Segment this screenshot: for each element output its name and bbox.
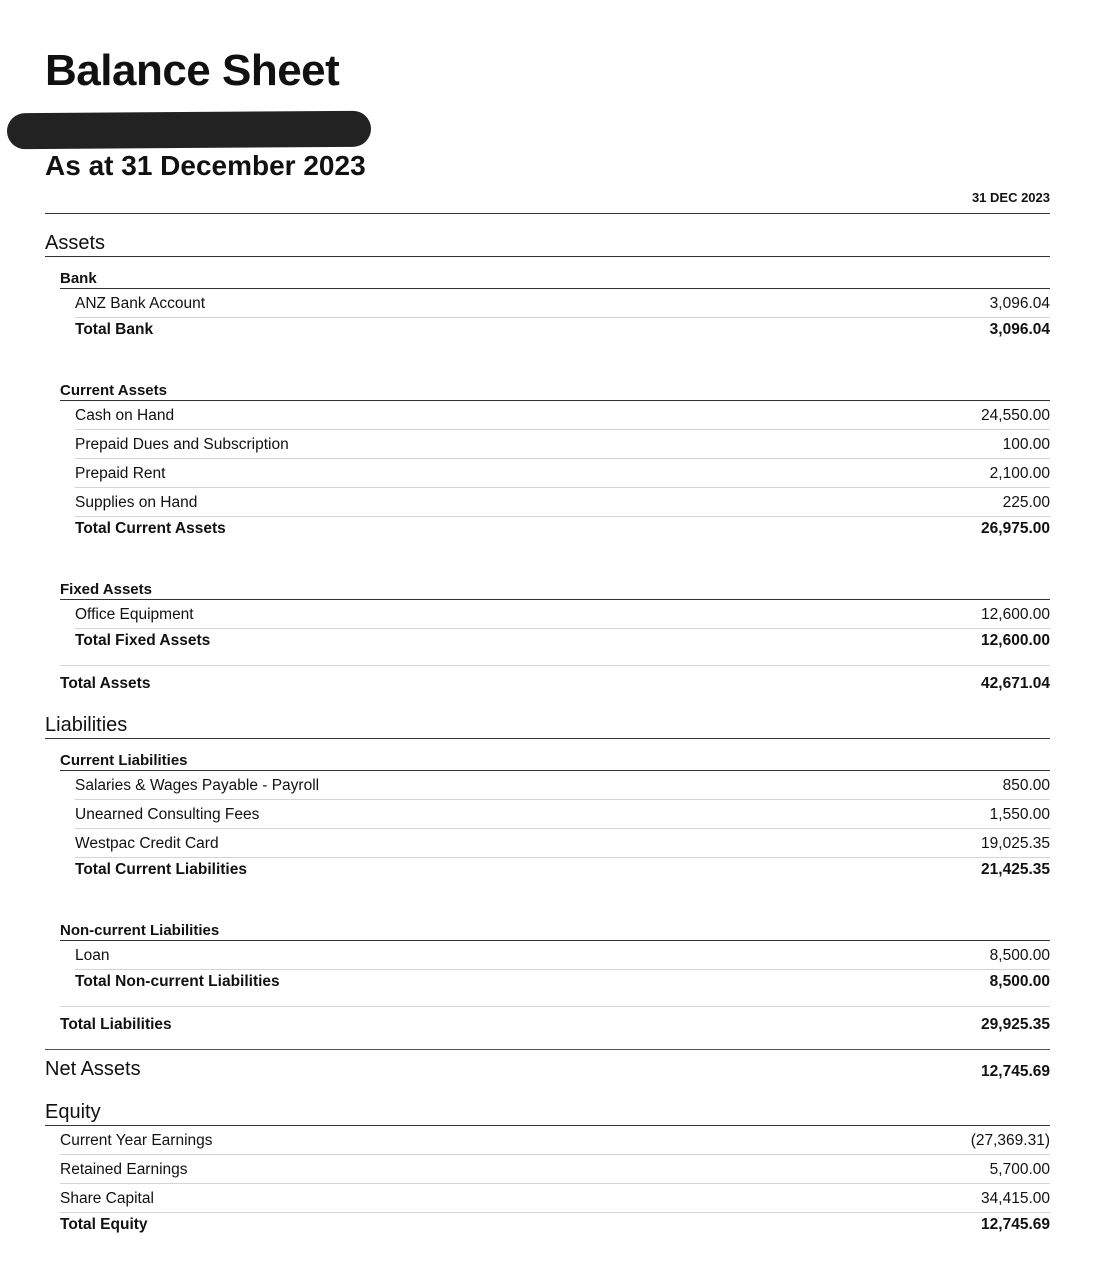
total-row-liabilities <box>60 1006 1050 1037</box>
column-header: 31 DEC 2023 <box>45 190 1050 214</box>
group-heading-noncurrent-liabilities: Non-current Liabilities <box>60 909 1050 941</box>
table-row <box>75 289 1050 318</box>
total-amount: 12,745.69 <box>981 1216 1050 1233</box>
total-row-current-liabilities <box>75 858 1050 882</box>
row-label: Salaries & Wages Payable - Payroll <box>75 777 320 794</box>
row-label: Cash on Hand <box>75 407 175 424</box>
table-row <box>75 600 1050 629</box>
total-row-noncurrent-liabilities <box>75 970 1050 994</box>
total-amount: 3,096.04 <box>989 321 1050 338</box>
total-label: Total Bank <box>75 321 154 338</box>
total-amount: 29,925.35 <box>981 1016 1050 1033</box>
total-label: Total Current Assets <box>75 520 226 537</box>
section-heading-equity: Equity <box>45 1083 1050 1126</box>
report-date-subtitle: As at 31 December 2023 <box>45 150 366 181</box>
redacted-company-name <box>7 111 371 150</box>
row-label: Prepaid Rent <box>75 465 166 482</box>
section-heading-assets: Assets <box>45 214 1050 257</box>
total-amount: 42,671.04 <box>981 675 1050 692</box>
row-label: Current Year Earnings <box>60 1132 213 1149</box>
total-amount: 21,425.35 <box>981 861 1050 878</box>
row-label: Westpac Credit Card <box>75 835 219 852</box>
total-row-bank <box>75 318 1050 342</box>
page-title: Balance Sheet <box>45 46 340 95</box>
table-row <box>60 1184 1050 1213</box>
row-label: Unearned Consulting Fees <box>75 806 260 823</box>
table-row <box>75 401 1050 430</box>
row-label: Supplies on Hand <box>75 494 198 511</box>
row-amount: 24,550.00 <box>981 407 1050 424</box>
row-amount: 19,025.35 <box>981 835 1050 852</box>
group-heading-current-assets: Current Assets <box>60 369 1050 401</box>
table-row <box>75 771 1050 800</box>
net-assets-row <box>45 1049 1050 1083</box>
total-amount: 26,975.00 <box>981 520 1050 537</box>
total-row-equity <box>60 1213 1050 1237</box>
total-amount: 12,600.00 <box>981 632 1050 649</box>
row-amount: 34,415.00 <box>981 1190 1050 1207</box>
table-row <box>75 430 1050 459</box>
row-amount: 850.00 <box>1002 777 1050 794</box>
total-row-current-assets <box>75 517 1050 541</box>
row-label: Share Capital <box>60 1190 154 1207</box>
table-row <box>75 829 1050 858</box>
total-label: Total Current Liabilities <box>75 861 247 878</box>
row-amount: 8,500.00 <box>989 947 1050 964</box>
table-row <box>60 1155 1050 1184</box>
row-amount: 225.00 <box>1002 494 1050 511</box>
row-label: Retained Earnings <box>60 1161 188 1178</box>
total-row-assets <box>60 665 1050 696</box>
total-row-fixed-assets <box>75 629 1050 653</box>
total-label: Total Equity <box>60 1216 148 1233</box>
row-amount: 2,100.00 <box>989 465 1050 482</box>
table-row <box>75 800 1050 829</box>
section-heading-liabilities: Liabilities <box>45 696 1050 739</box>
row-amount: 3,096.04 <box>989 295 1050 312</box>
total-label: Total Assets <box>60 675 151 692</box>
total-label: Total Fixed Assets <box>75 632 211 649</box>
row-amount: (27,369.31) <box>970 1132 1050 1149</box>
table-row <box>60 1126 1050 1155</box>
group-heading-current-liabilities: Current Liabilities <box>60 739 1050 771</box>
row-amount: 100.00 <box>1002 436 1050 453</box>
total-amount: 8,500.00 <box>989 973 1050 990</box>
row-label: Prepaid Dues and Subscription <box>75 436 289 453</box>
group-heading-bank: Bank <box>60 257 1050 289</box>
row-amount: 12,600.00 <box>981 606 1050 623</box>
group-heading-fixed-assets: Fixed Assets <box>60 568 1050 600</box>
row-label: Office Equipment <box>75 606 194 623</box>
net-assets-label: Net Assets <box>45 1058 141 1080</box>
row-label: ANZ Bank Account <box>75 295 206 312</box>
row-amount: 5,700.00 <box>989 1161 1050 1178</box>
row-label: Loan <box>75 947 110 964</box>
total-label: Total Liabilities <box>60 1016 172 1033</box>
net-assets-amount: 12,745.69 <box>981 1063 1050 1080</box>
report-body <box>45 214 1050 1237</box>
table-row <box>75 488 1050 517</box>
row-amount: 1,550.00 <box>989 806 1050 823</box>
table-row <box>75 459 1050 488</box>
table-row <box>75 941 1050 970</box>
total-label: Total Non-current Liabilities <box>75 973 280 990</box>
